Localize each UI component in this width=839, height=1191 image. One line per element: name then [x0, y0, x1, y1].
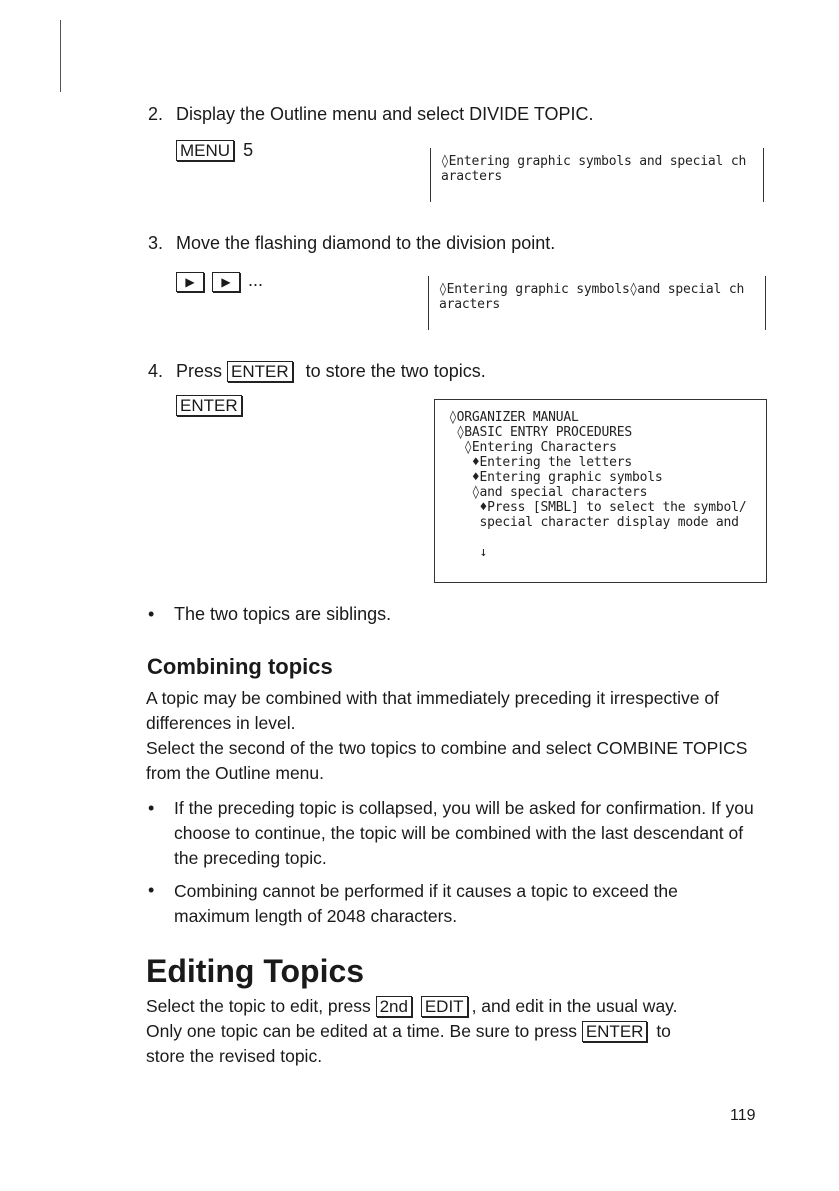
- lcd-screen-2: [428, 276, 766, 330]
- combining-bullet-1: [148, 796, 768, 876]
- page-number: 119: [730, 1107, 756, 1124]
- step-4-keys: [176, 395, 246, 416]
- lcd-line: ◊Entering Characters: [449, 440, 617, 455]
- lcd-line: special character display mode and: [449, 515, 739, 530]
- lcd-line: ◊ORGANIZER MANUAL: [449, 410, 579, 425]
- lcd-line: ♦Press [SMBL] to select the symbol/: [449, 500, 747, 515]
- lcd-line: aracters: [441, 169, 503, 184]
- step-text: Display the Outline menu and select DIVIDE TOPIC.: [176, 104, 594, 124]
- 2nd-key: 2nd: [376, 996, 412, 1017]
- editing-line-3: store the revised topic.: [146, 1046, 323, 1066]
- step-number: 3.: [148, 233, 164, 253]
- section-heading-combining: Combining topics: [147, 654, 333, 679]
- lcd-screen-3: [434, 399, 767, 583]
- margin-line: [60, 20, 61, 92]
- step-2: [148, 103, 594, 125]
- lcd-line: ♦Entering graphic symbols: [449, 470, 663, 485]
- step-3-keys: [176, 270, 263, 292]
- menu-key: MENU: [176, 140, 234, 161]
- lcd-line: ◊Entering graphic symbols and special ch: [441, 154, 747, 169]
- editing-text: , and edit in the usual way.: [471, 996, 678, 1016]
- step-number: 4.: [148, 361, 164, 381]
- editing-line-1: [146, 994, 678, 1019]
- right-arrow-icon: ▶: [185, 275, 195, 289]
- lcd-line: ♦Entering the letters: [449, 455, 633, 470]
- step-3: [148, 232, 555, 254]
- note-text: The two topics are siblings.: [174, 604, 392, 624]
- lcd-screen-1: [430, 148, 764, 202]
- enter-key: ENTER: [176, 395, 242, 416]
- bullet-text: If the preceding topic is collapsed, you will be asked for confirmation. If you choose to continue, the topic will be combined with the last descendant of the preceding topic.: [174, 798, 754, 868]
- step-pre-text: Press: [176, 361, 223, 381]
- step-number: 2.: [148, 104, 164, 124]
- lcd-line: aracters: [439, 297, 501, 312]
- bullet-icon: •: [148, 798, 155, 818]
- editing-line-2: [146, 1019, 671, 1044]
- combining-para-2: Select the second of the two topics to combine and select COMBINE TOPICS from the Outline menu.: [146, 738, 748, 783]
- lcd-line: ◊and special characters: [449, 485, 648, 500]
- menu-number: 5: [243, 140, 254, 160]
- right-arrow-key: [176, 272, 204, 292]
- enter-key: ENTER: [582, 1021, 648, 1042]
- lcd-line: [449, 530, 766, 545]
- ellipsis: ...: [248, 270, 264, 290]
- editing-text: Select the topic to edit, press: [146, 996, 371, 1016]
- combining-bullet-2: [148, 879, 768, 933]
- right-arrow-icon: ▶: [221, 275, 231, 289]
- down-arrow-icon: ↓: [449, 545, 488, 560]
- step-2-keys: [176, 139, 253, 161]
- enter-key: ENTER: [227, 361, 293, 382]
- lcd-line: ◊Entering graphic symbols◊and special ch: [439, 282, 745, 297]
- combining-para-1: A topic may be combined with that immediately preceding it irrespective of differences in level.: [146, 688, 719, 733]
- step-4: [148, 360, 486, 382]
- edit-key: EDIT: [421, 996, 468, 1017]
- editing-text: to: [656, 1021, 671, 1041]
- bullet-icon: •: [148, 604, 155, 624]
- step-post-text: to store the two topics.: [305, 361, 486, 381]
- lcd-line: ◊BASIC ENTRY PROCEDURES: [449, 425, 633, 440]
- editing-text: Only one topic can be edited at a time. Be sure to press: [146, 1021, 577, 1041]
- step-text: Move the flashing diamond to the division point.: [176, 233, 556, 253]
- right-arrow-key: [212, 272, 240, 292]
- bullet-text: Combining cannot be performed if it causes a topic to exceed the maximum length of 2048 characters.: [174, 881, 678, 926]
- section-heading-editing: Editing Topics: [146, 953, 365, 989]
- note-bullet: [148, 603, 768, 627]
- bullet-icon: •: [148, 880, 155, 900]
